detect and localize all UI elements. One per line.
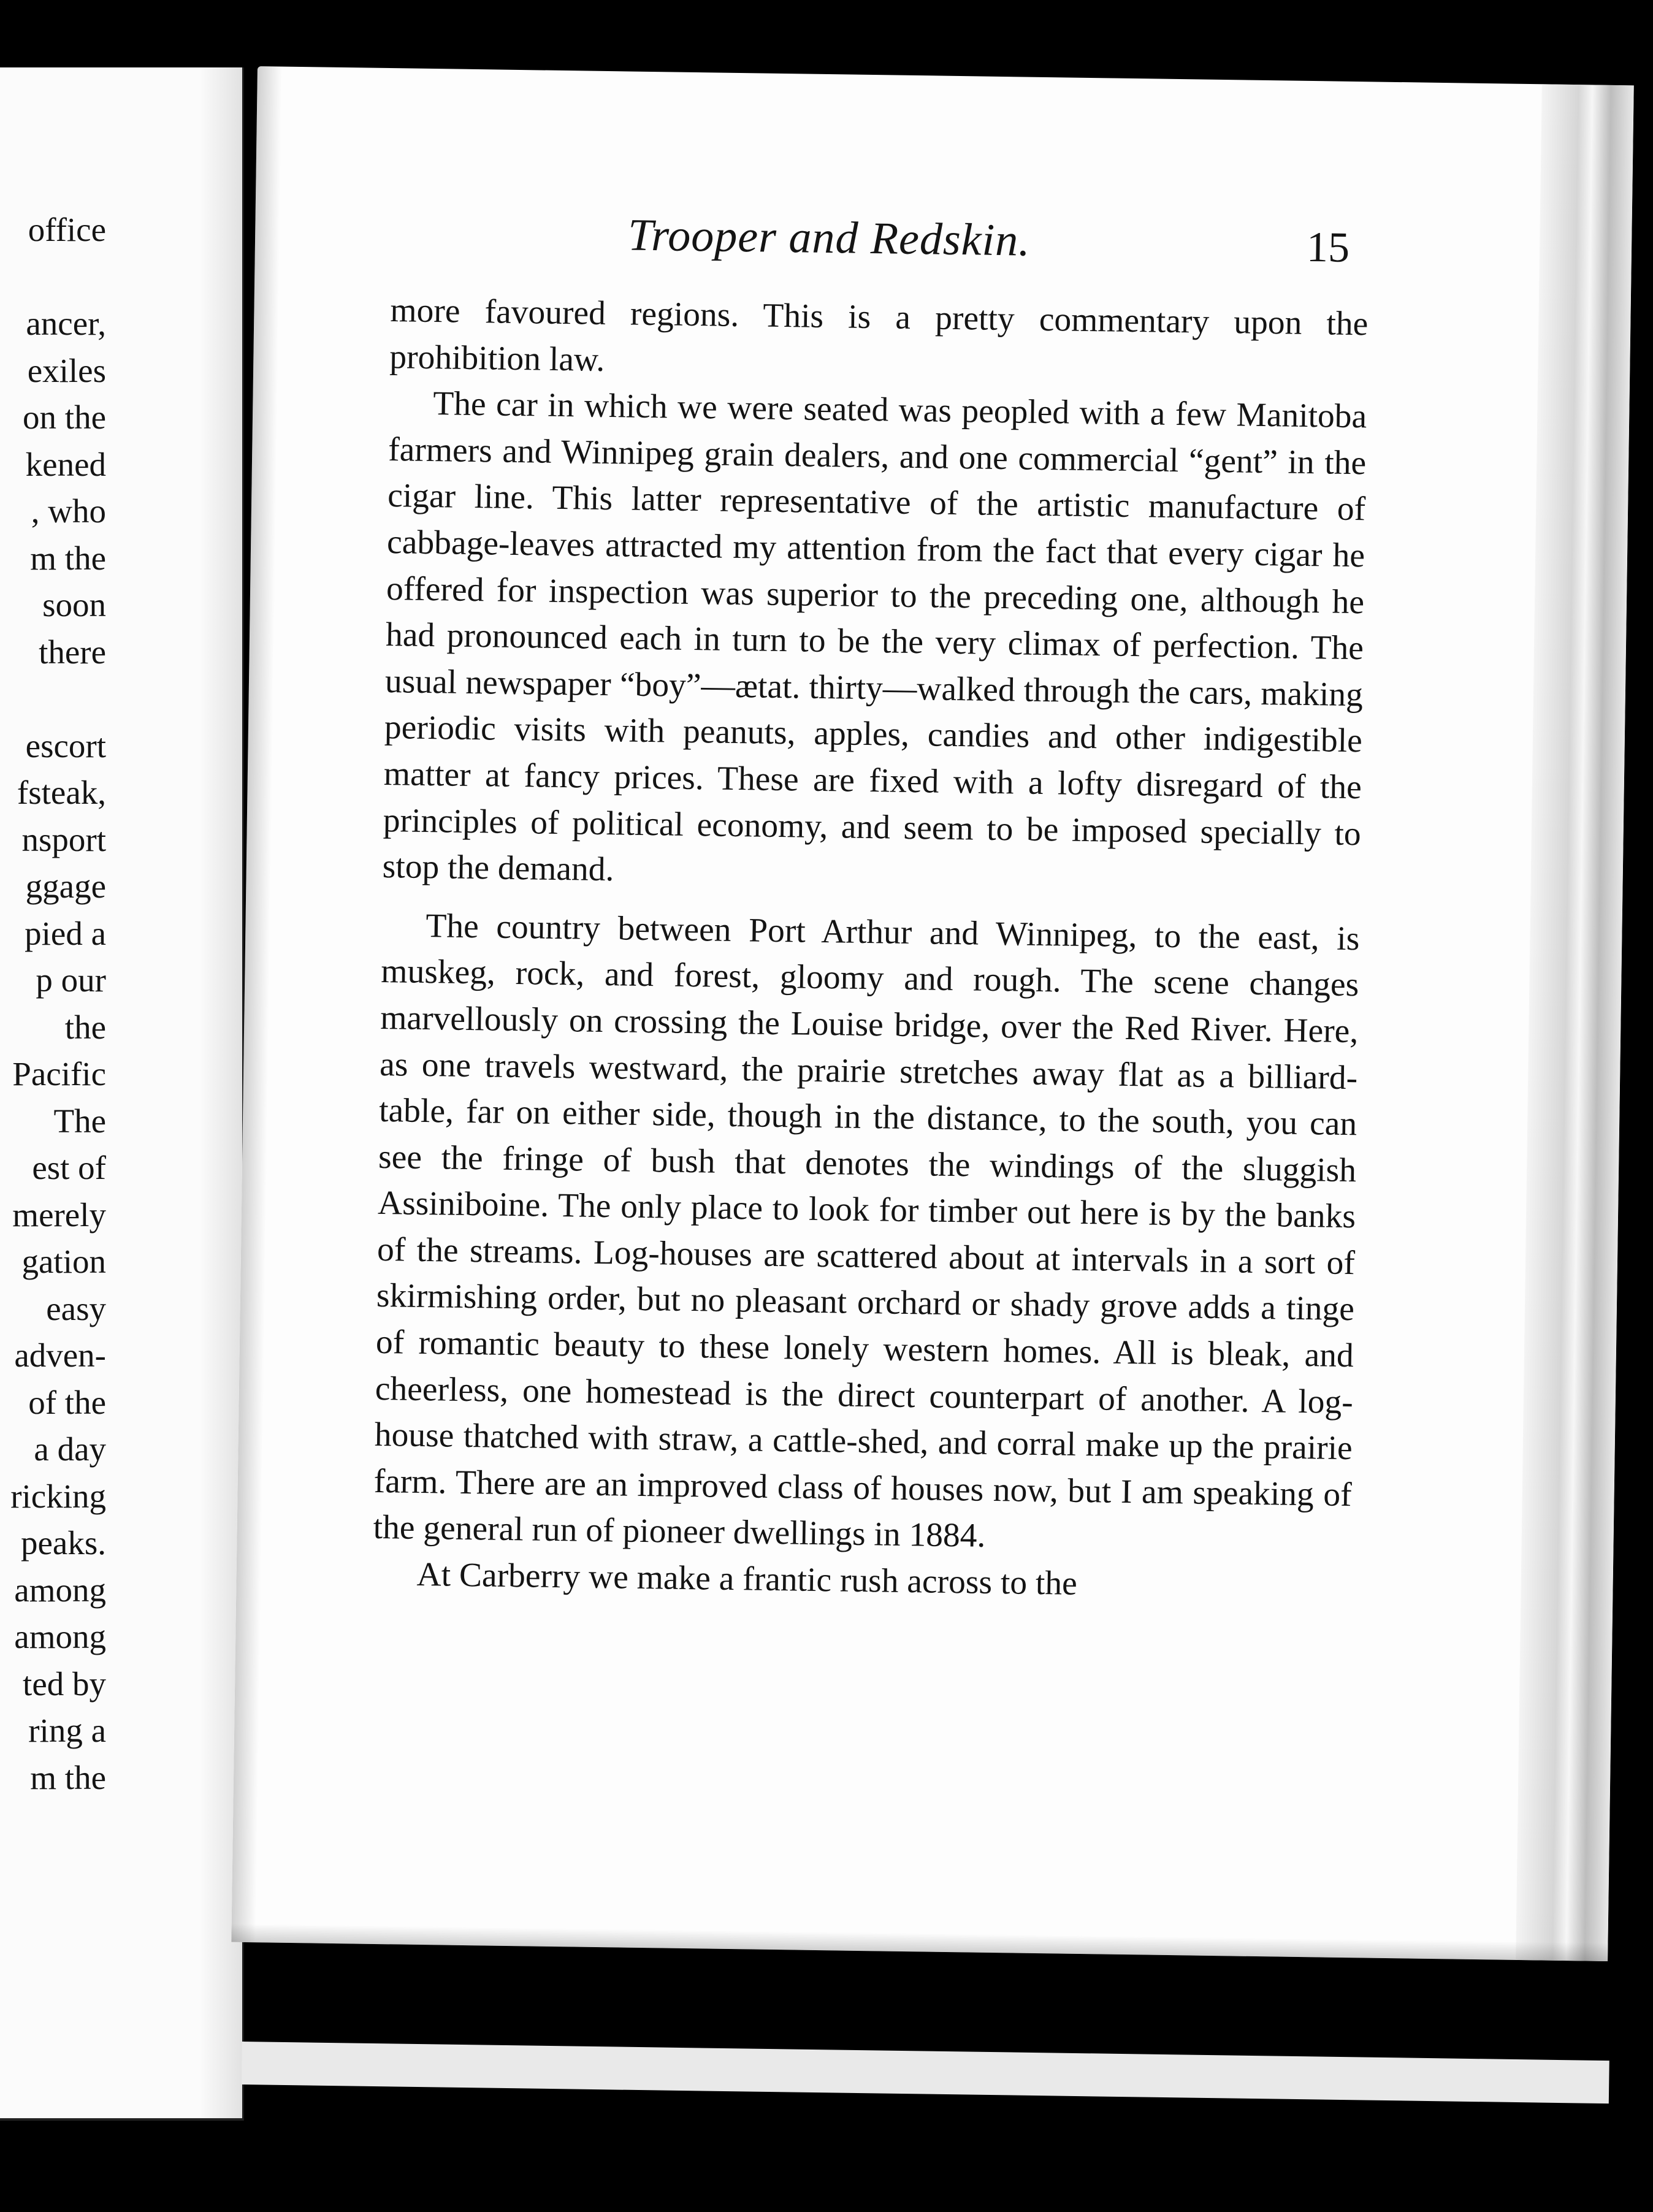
left-page-line: m the — [30, 1758, 106, 1796]
left-page-line: among — [14, 1618, 106, 1655]
left-page-line: adven- — [14, 1337, 106, 1374]
left-page-fragment — [0, 67, 244, 2121]
left-page-line: there — [39, 633, 106, 671]
paragraph-carberry: At Carberry we make a frantic rush across to the — [416, 1555, 1078, 1603]
left-page-line: m the — [30, 539, 106, 577]
body-text — [372, 288, 1369, 1611]
left-page-line: ricking — [10, 1477, 106, 1515]
left-page-line: escort — [25, 727, 106, 765]
book-cover-edge — [242, 2042, 1609, 2103]
left-page-line: the — [64, 1008, 106, 1046]
left-page-line: fsteak, — [17, 774, 106, 811]
left-page-line: on the — [23, 399, 106, 436]
page-number: 15 — [1306, 223, 1350, 272]
left-page-line: gation — [21, 1243, 106, 1280]
paragraph-continuation: more favoured regions. This is a pretty commentary upon the prohibition law. — [389, 292, 1369, 379]
left-page-line: among — [14, 1571, 106, 1609]
left-page-line: a day — [34, 1430, 106, 1468]
left-page-line: pied a — [25, 914, 106, 952]
left-page-line: The — [53, 1102, 106, 1140]
left-page-line: of the — [28, 1383, 106, 1421]
left-page-line: office — [28, 211, 106, 248]
left-page-line: ggage — [25, 868, 106, 905]
paragraph-country: The country between Port Arthur and Winnipeg, to the east, is muskeg, rock, and forest, gloomy and rough. The scene changes marvellously on crossing the Louise bridge, over the Red River. Here, as one travels westward, the prairie stretches away flat as a billiard-table, far on either side, though in the distance, to the south, you can see the fringe of bush that denotes the windings of the sluggish Assiniboine. The only place to look for timber out here is by the banks of the streams. Log-houses are scattered about at intervals in a sort of skirmishing order, but no pleasant orchard or shady grove adds a tinge of romantic beauty to these lonely western homes. All is bleak, and cheerless, one homestead is the direct counterpart of another. A log-house thatched with straw, a cattle-shed, and corral make up the prairie farm. There are an improved class of houses now, but I am speaking of the general run of pioneer dwellings in 1884. — [373, 907, 1360, 1555]
paragraph-car: The car in which we were seated was peopled with a few Manitoba farmers and Winnipeg grain dealers, and one commercial “gent” in the cigar line. This latter representative of the artistic manufacture of cabbage-leaves attracted my attention from the fact that every cigar he offered for inspection was superior to the preceding one, although he had pronounced each in turn to be the very climax of perfection. The usual newspaper “boy”—ætat. thirty—walked through the cars, making periodic visits with peanuts, apples, candies and other indigestible matter at fancy prices. These are fixed with a lofty disregard of the principles of political economy, and seem to be imposed specially to stop the demand. — [382, 385, 1367, 889]
left-page-line: Pacific — [12, 1055, 106, 1093]
left-page-line: peaks. — [21, 1524, 106, 1562]
left-page-line: est of — [32, 1149, 106, 1186]
page-bottom-shadow — [231, 1924, 1608, 1961]
page-edges — [1516, 84, 1634, 1961]
left-page-line: nsport — [21, 820, 106, 858]
left-page-line: ring a — [28, 1712, 106, 1749]
left-page-line: , who — [31, 492, 106, 530]
left-page-line: kened — [25, 445, 106, 483]
left-page-line: ted by — [23, 1665, 106, 1703]
left-page-line: p our — [36, 961, 106, 999]
left-page-line: soon — [42, 586, 106, 624]
right-page — [231, 66, 1634, 1961]
left-page-line: merely — [12, 1196, 106, 1234]
left-page-line: exiles — [27, 351, 106, 389]
running-head: Trooper and Redskin. — [627, 210, 1031, 266]
left-page-line: easy — [46, 1289, 106, 1327]
left-page-line: ancer, — [26, 305, 106, 342]
